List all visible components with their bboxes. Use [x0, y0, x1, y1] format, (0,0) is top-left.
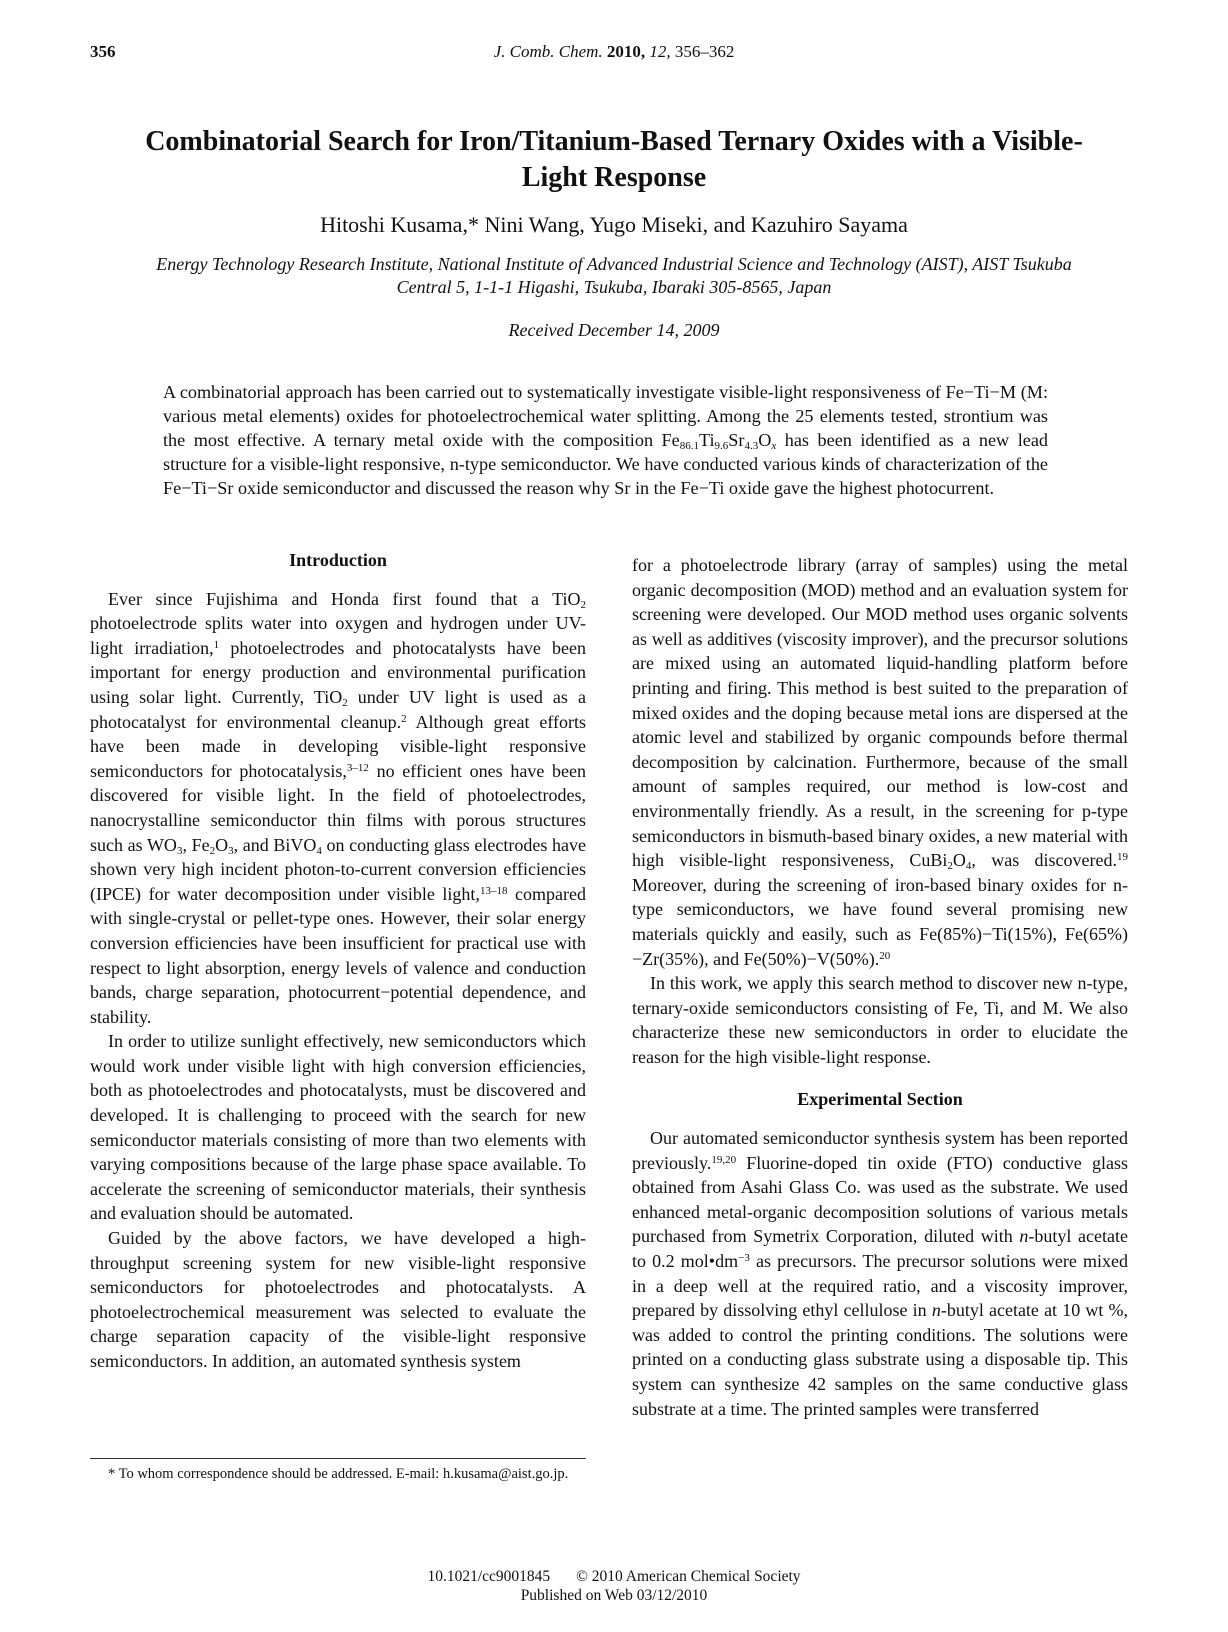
authors: Hitoshi Kusama,* Nini Wang, Yugo Miseki, and Kazuhiro Sayama: [320, 212, 908, 237]
copyright: © 2010 American Chemical Society: [576, 1568, 801, 1585]
column-left: [90, 548, 586, 1374]
intro-paragraph-4: In this work, we apply this search method to discover new n-type, ternary-oxide semiconductors consisting of Fe, Ti, and M. We also characterize these new semiconductors in order to elucidate the reason for the high visible-light response.: [632, 973, 1128, 1067]
abstract: A combinatorial approach has been carried out to systematically investigate visible-light responsiveness of Fe−Ti−M (M: various metal elements) oxides for photoelectrochemical water splitting. Among the 25 elements tested, strontium was the most effective. A ternary metal oxide with the composition $Fe_{86.1}Ti_{9.6}Sr_{4.3}O_x$ has been identified as a new lead structure for a visible-light responsive, n-type semiconductor. We have conducted various kinds of characterization of the Fe−Ti−Sr oxide semiconductor and discussed the reason why Sr in the Fe−Ti oxide gave the highest photocurrent.: [163, 382, 1048, 498]
running-head: [0, 42, 1228, 62]
journal-pages: 356–362: [674, 42, 735, 61]
journal-volume: 12,: [649, 42, 671, 61]
published-date: Published on Web 03/12/2010: [520, 1587, 708, 1604]
footnote: * To whom correspondence should be addressed. E-mail: h.kusama@aist.go.jp.: [108, 1466, 569, 1482]
column-right: [632, 553, 1128, 1421]
section-heading-introduction: Introduction: [289, 550, 387, 570]
intro-paragraph-1: Ever since Fujishima and Honda first found that a TiO$_2$ photoelectrode splits water into oxygen and hydrogen under UV-light irradiation,$^1$ photoelectrodes and photocatalysts have been important for energy production and environmental purification using solar light. Currently, TiO$_2$ under UV light is used as a photocatalyst for environmental cleanup.$^2$ Although great efforts have been made in developing visible-light responsive semiconductors for photocatalysis,$^{3-12}$ no efficient ones have been discovered for visible light. In the field of photoelectrodes, nanocrystalline semiconductor thin films with porous structures such as $WO_3$, $Fe_2O_3$, and BiVO$_4$ on conducting glass electrodes have shown very high incident photon-to-current conversion efficiencies (IPCE) for water decomposition under visible light,$^{13-18}$ compared with single-crystal or pellet-type ones. However, their solar energy conversion efficiencies have been insufficient for practical use with respect to light absorption, energy levels of valence and conduction bands, charge separation, photocurrent−potential dependence, and stability.: [90, 588, 587, 1027]
intro-paragraph-3: Guided by the above factors, we have developed a high-throughput screening system for new visible-light responsive semiconductors for photoelectrodes and photocatalysts. A photoelectrochemical measurement was selected to evaluate the charge separation capacity of the visible-light responsive semiconductors. In addition, an automated synthesis system: [90, 1228, 586, 1371]
footer-doi-line: [0, 1568, 1228, 1586]
doi: 10.1021/cc9001845: [427, 1568, 551, 1585]
journal-year: 2010,: [606, 42, 646, 61]
page-number: 356: [90, 42, 116, 61]
intro-paragraph-3-continued: for a photoelectrode library (array of samples) using the metal organic decomposition (MOD) method and an evaluation system for screening were developed. Our MOD method uses organic solvents as well as additives (viscosity improver), and the precursor solutions are mixed using an automated liquid-handling platform before printing and firing. This method is best suited to the preparation of mixed oxides and the doping because metal ions are dispersed at the atomic level and stabilized by organic compounds before thermal decomposition by calcination. Furthermore, because of the small amount of samples required, our method is low-cost and environmentally friendly. As a result, in the screening for p-type semiconductors in bismuth-based binary oxides, a new material with high visible-light responsiveness, $CuBi_2O_4$, was discovered.$^{19}$ Moreover, during the screening of iron-based binary oxides for n-type semiconductors, we have found several promising new materials quickly and easily, such as Fe(85%)−Ti(15%), Fe(65%)−Zr(35%), and Fe(50%)−V(50%).$^{20}$: [632, 555, 1128, 969]
section-heading-experimental: Experimental Section: [797, 1089, 963, 1110]
affiliation: Energy Technology Research Institute, National Institute of Advanced Industrial Science and Technology (AIST), AIST Tsukuba Central 5, 1-1-1 Higashi, Tsukuba, Ibaraki 305-8565, Japan: [156, 254, 1072, 297]
paper-title: Combinatorial Search for Iron/Titanium-Based Ternary Oxides with a Visible-Light Response: [145, 126, 1083, 193]
footnote-divider: [90, 1458, 586, 1459]
experimental-paragraph-1: Our automated semiconductor synthesis system has been reported previously.$^{19,20}$ Fluorine-doped tin oxide (FTO) conductive glass obtained from Asahi Glass Co. was used as the substrate. We used enhanced metal-organic decomposition solutions of various metals purchased from Symetrix Corporation, diluted with n-butyl acetate to 0.2 $mol•dm^{-3}$ as precursors. The precursor solutions were mixed in a deep well at the required ratio, and a viscosity improver, prepared by dissolving ethyl cellulose in n-butyl acetate at 10 wt %, was added to control the printing conditions. The solutions were printed on a conducting glass substrate using a disposable tip. This system can synthesize 42 samples on the same conductive glass substrate at a time. The printed samples were transferred: [632, 1128, 1128, 1419]
journal-name: J. Comb. Chem.: [493, 42, 603, 61]
received-date: Received December 14, 2009: [508, 320, 720, 340]
intro-paragraph-2: In order to utilize sunlight effectively, new semiconductors which would work under visible light with high conversion efficiencies, both as photoelectrodes and photocatalysts, must be discovered and developed. It is challenging to proceed with the search for new semiconductor materials consisting of more than two elements with varying compositions because of the large phase space available. To accelerate the screening of semiconductor materials, their synthesis and evaluation should be automated.: [90, 1031, 586, 1224]
